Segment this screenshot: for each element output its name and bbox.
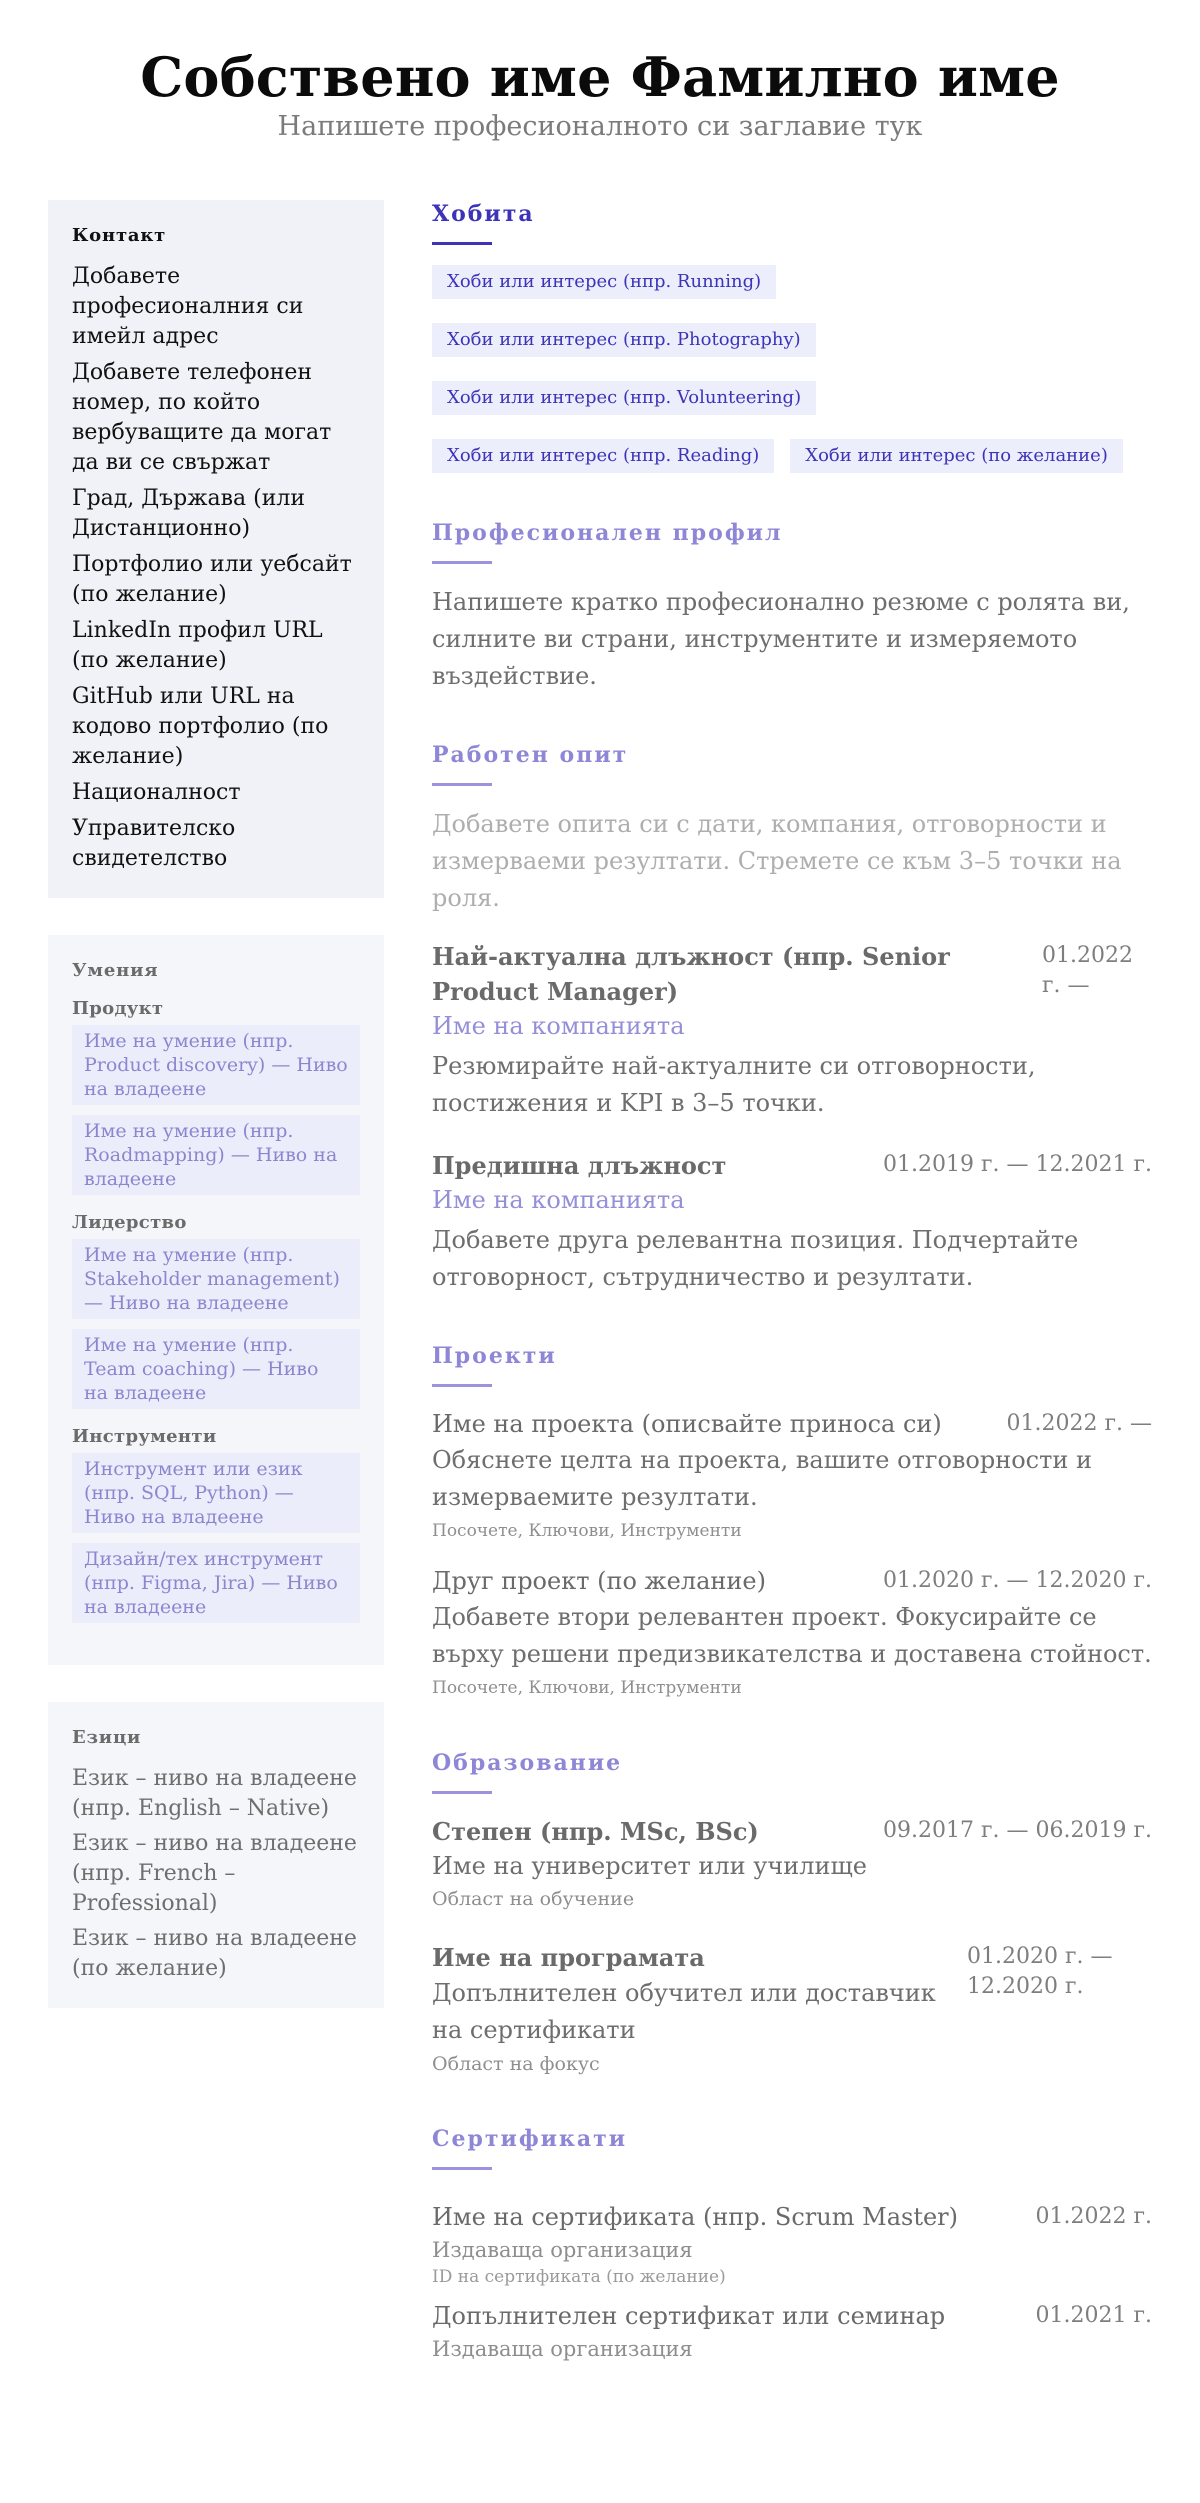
skill-item: Име на умение (нпр. Roadmapping) — Ниво на владеене (72, 1115, 360, 1195)
field-of-study: Област на обучение (432, 1888, 635, 1910)
hobby-chip: Хоби или интерес (нпр. Volunteering) (432, 381, 816, 415)
section-divider (432, 561, 492, 564)
skill-group-tools (72, 1425, 360, 1623)
project-description: Обяснете целта на проекта, вашите отговорности и измерваемите резултати. (432, 1446, 1092, 1511)
resume-body (48, 200, 1152, 2364)
education-dates: 09.2017 г. — 06.2019 г. (883, 1818, 1152, 1843)
project-entry (432, 1564, 1152, 1703)
projects-title: Проекти (432, 1343, 557, 1369)
certificate-id: ID на сертификата (по желание) (432, 2267, 726, 2287)
program-name: Име на програмата (432, 1943, 705, 1972)
education-dates: 01.2020 г. — 12.2020 г. (967, 1944, 1113, 1999)
skill-item: Инструмент или език (нпр. SQL, Python) — Ниво на владеене (72, 1453, 360, 1533)
language-item: Език – ниво на владеене (по желание) (72, 1926, 357, 1981)
job-dates: 01.2022 г. — (1042, 943, 1133, 998)
job-title: Предишна длъжност (432, 1151, 727, 1180)
section-divider (432, 2167, 492, 2170)
job-title: Най-актуална длъжност (нпр. Senior Product Manager) (432, 942, 950, 1006)
project-dates: 01.2022 г. — (1006, 1411, 1152, 1436)
job-dates: 01.2019 г. — 12.2021 г. (883, 1152, 1152, 1177)
hobby-chip: Хоби или интерес (нпр. Reading) (432, 439, 774, 473)
resume-header (0, 0, 1200, 144)
provider-name: Допълнителен обучител или доставчик на сертификати (432, 1979, 936, 2044)
certificate-entry (432, 2200, 1152, 2289)
contact-panel (48, 200, 384, 898)
certificates-title: Сертификати (432, 2126, 628, 2152)
profile-summary: Напишете кратко професионално резюме с ролята ви, силните ви страни, инструментите и измеряемото въздействие. (432, 588, 1130, 690)
profile-section (432, 519, 1152, 695)
certificate-date: 01.2021 г. (1035, 2303, 1152, 2328)
contact-github: GitHub или URL на кодово портфолио (по желание) (72, 684, 329, 769)
languages-title: Езици (72, 1727, 142, 1748)
section-divider (432, 1791, 492, 1794)
full-name: Собствено име Фамилно име (140, 45, 1060, 109)
section-divider (432, 242, 492, 245)
skill-group-title: Продукт (72, 998, 164, 1019)
certificate-name: Име на сертификата (нпр. Scrum Master) (432, 2203, 959, 2231)
hobby-chip: Хоби или интерес (нпр. Photography) (432, 323, 816, 357)
education-entry (432, 1940, 1152, 2079)
education-section (432, 1749, 1152, 2079)
degree: Степен (нпр. MSc, BSc) (432, 1817, 759, 1846)
skill-item: Име на умение (нпр. Team coaching) — Ниво на владеене (72, 1329, 360, 1409)
contact-linkedin: LinkedIn профил URL (по желание) (72, 618, 323, 673)
hobbies-section (432, 200, 1152, 473)
skill-item: Дизайн/тех инструмент (нпр. Figma, Jira) — Ниво на владеене (72, 1543, 360, 1623)
school-name: Име на университет или училище (432, 1852, 867, 1880)
projects-section (432, 1342, 1152, 1703)
hobby-chip: Хоби или интерес (нпр. Running) (432, 265, 776, 299)
experience-section (432, 741, 1152, 1296)
certificate-name: Допълнителен сертификат или семинар (432, 2302, 946, 2330)
issuer: Издаваща организация (432, 2238, 693, 2262)
job-description: Добавете друга релевантна позиция. Подчертайте отговорност, сътрудничество и резултати. (432, 1226, 1079, 1291)
hobbies-title: Хобита (432, 201, 535, 227)
experience-intro: Добавете опита си с дати, компания, отговорности и измерваеми резултати. Стремете се към 3–5 точки на роля. (432, 810, 1122, 912)
section-divider (432, 783, 492, 786)
skills-panel (48, 935, 384, 1665)
project-tags: Посочете, Ключови, Инструменти (432, 1678, 742, 1698)
hobby-list (432, 265, 1152, 473)
project-description: Добавете втори релевантен проект. Фокусирайте се върху решени предизвикателства и доставена стойност. (432, 1603, 1152, 1668)
contact-email: Добавете професионалния си имейл адрес (72, 264, 304, 349)
contact-nationality: Националност (72, 780, 241, 805)
professional-headline: Напишете професионалното си заглавие тук (277, 111, 923, 142)
contact-portfolio: Портфолио или уебсайт (по желание) (72, 552, 352, 607)
company-name: Име на компанията (432, 1186, 685, 1214)
skill-item: Име на умение (нпр. Stakeholder management) — Ниво на владеене (72, 1239, 360, 1319)
certificates-section (432, 2125, 1152, 2364)
experience-title: Работен опит (432, 742, 629, 768)
skill-group-title: Лидерство (72, 1212, 187, 1233)
hobby-chip: Хоби или интерес (по желание) (790, 439, 1123, 473)
certificate-date: 01.2022 г. (1035, 2204, 1152, 2229)
languages-panel (48, 1702, 384, 2008)
skill-item: Име на умение (нпр. Product discovery) — Ниво на владеене (72, 1025, 360, 1105)
education-entry (432, 1814, 1152, 1914)
sidebar (48, 200, 384, 2364)
education-title: Образование (432, 1750, 623, 1776)
project-tags: Посочете, Ключови, Инструменти (432, 1521, 742, 1541)
contact-driving-license: Управителско свидетелство (72, 816, 236, 871)
project-name: Име на проекта (описвайте приноса си) (432, 1410, 942, 1438)
language-item: Език – ниво на владеене (нпр. English – Native) (72, 1766, 357, 1821)
main-content (432, 200, 1152, 2364)
language-item: Език – ниво на владеене (нпр. French – Professional) (72, 1831, 357, 1916)
project-entry (432, 1407, 1152, 1546)
contact-title: Контакт (72, 225, 167, 246)
issuer: Издаваща организация (432, 2337, 693, 2361)
project-dates: 01.2020 г. — 12.2020 г. (883, 1568, 1152, 1593)
contact-location: Град, Държава (или Дистанционно) (72, 486, 305, 541)
skills-title: Умения (72, 960, 159, 981)
contact-phone: Добавете телефонен номер, по който вербуващите да могат да ви се свържат (72, 360, 332, 475)
job-description: Резюмирайте най-актуалните си отговорности, постижения и KPI в 3–5 точки. (432, 1052, 1036, 1117)
company-name: Име на компанията (432, 1012, 685, 1040)
certificate-entry (432, 2299, 1152, 2364)
skill-group-product (72, 997, 360, 1195)
project-name: Друг проект (по желание) (432, 1567, 766, 1595)
focus-area: Област на фокус (432, 2053, 600, 2075)
skill-group-leadership (72, 1211, 360, 1409)
skill-group-title: Инструменти (72, 1426, 217, 1447)
experience-entry (432, 939, 1152, 1122)
profile-title: Професионален профил (432, 520, 783, 546)
section-divider (432, 1384, 492, 1387)
experience-entry (432, 1148, 1152, 1296)
